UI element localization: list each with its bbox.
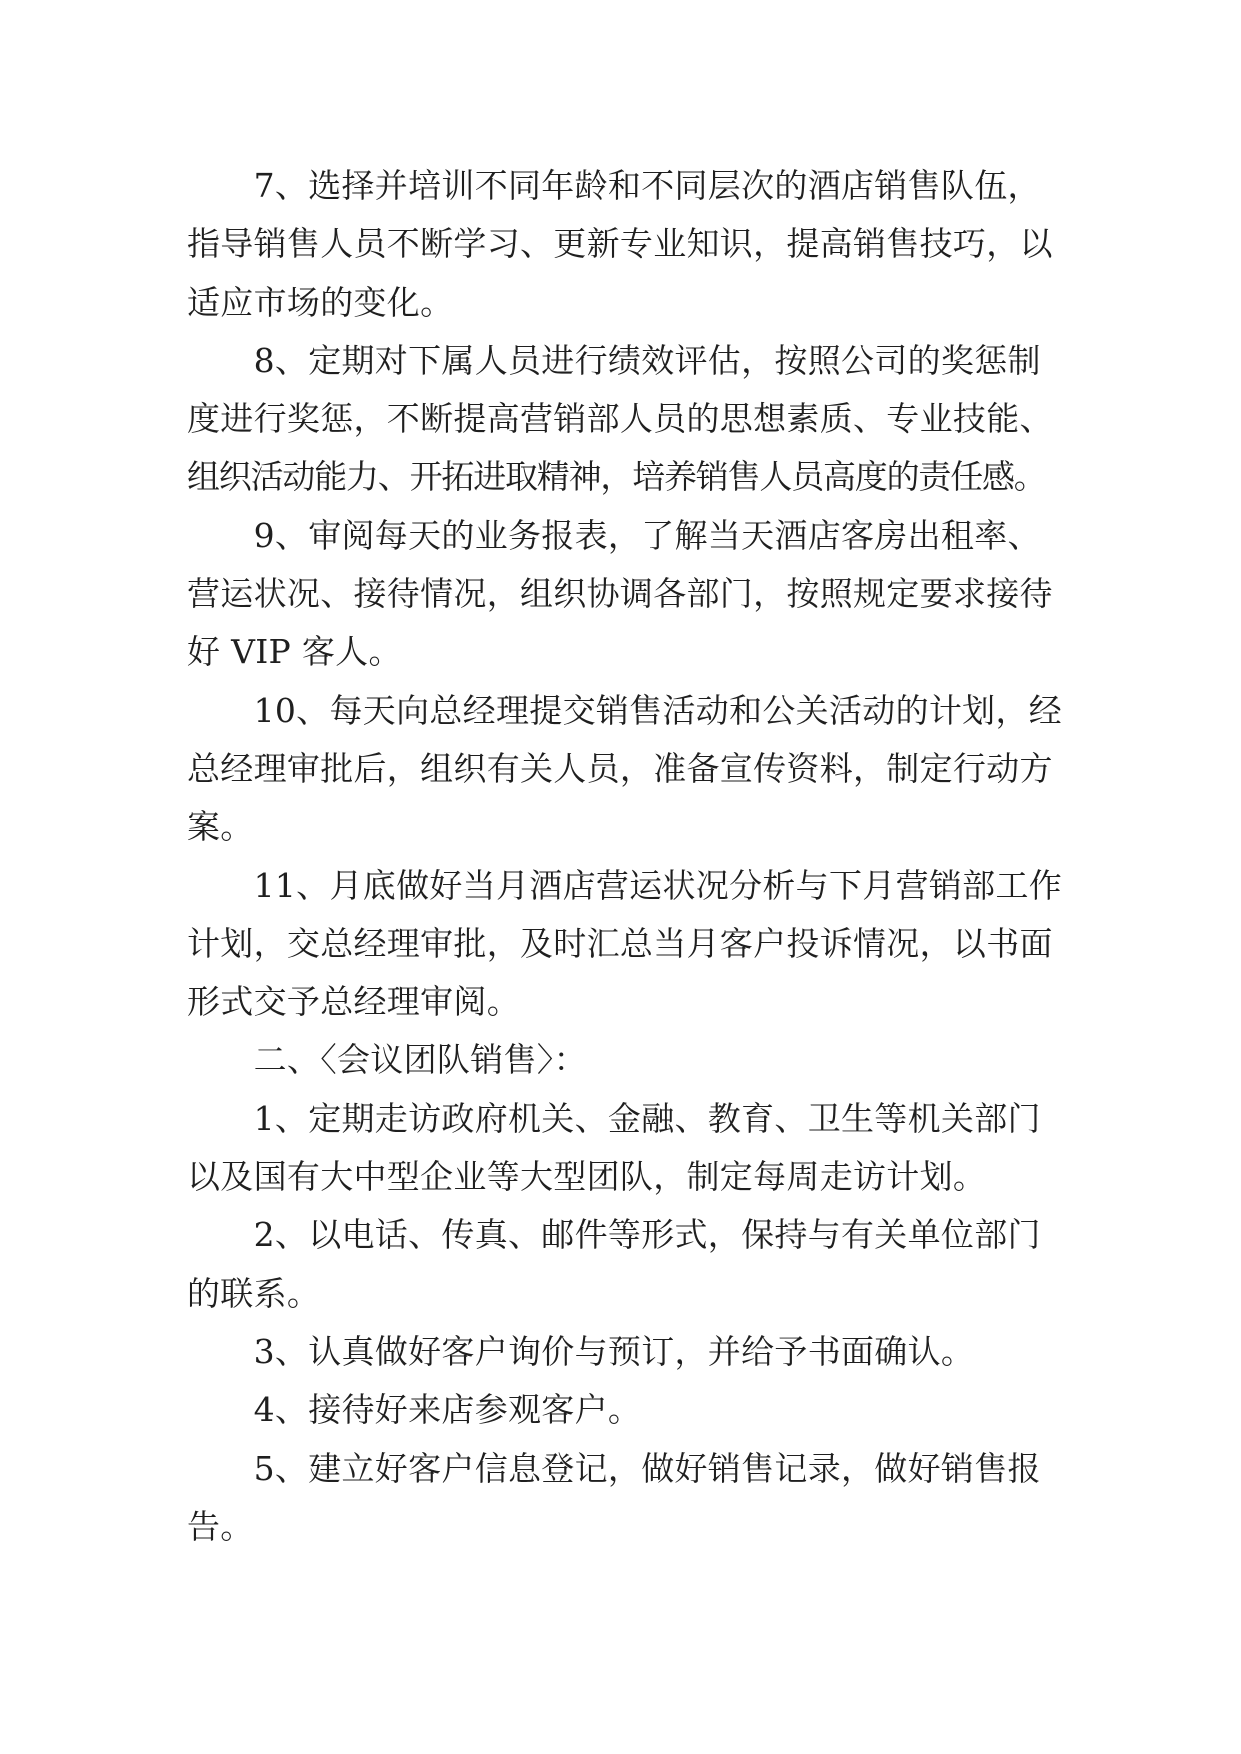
text-line: 形式交予总经理审阅。 xyxy=(187,982,520,1022)
text-line: 计划，交总经理审批，及时汇总当月客户投诉情况，以书面 xyxy=(187,923,1053,963)
paragraph-item-1 xyxy=(187,1090,1054,1207)
text-line: 4、接待好来店参观客户。 xyxy=(253,1390,642,1430)
text-line: 营运状况、接待情况，组织协调各部门，按照规定要求接待 xyxy=(187,574,1053,614)
paragraph-item-3 xyxy=(187,1323,1054,1381)
text-line: 9、审阅每天的业务报表，了解当天酒店客房出租率、 xyxy=(253,515,1041,555)
text-line: 2、以电话、传真、邮件等形式，保持与有关单位部门 xyxy=(253,1215,1041,1255)
text-line: 案。 xyxy=(187,807,254,847)
text-line: 10、每天向总经理提交销售活动和公关活动的计划，经 xyxy=(253,690,1063,730)
document-body xyxy=(187,157,1063,1556)
text-line: 总经理审批后，组织有关人员，准备宣传资料，制定行动方 xyxy=(187,748,1053,788)
text-line: 5、建立好客户信息登记，做好销售记录，做好销售报 xyxy=(253,1448,1041,1488)
text-line: 以及国有大中型企业等大型团队，制定每周走访计划。 xyxy=(187,1157,987,1197)
paragraph-item-7 xyxy=(187,157,1054,332)
section-heading-text: 二、〈会议团队销售〉： xyxy=(253,1040,587,1080)
paragraph-item-2 xyxy=(187,1206,1054,1323)
text-line: 指导销售人员不断学习、更新专业知识，提高销售技巧，以 xyxy=(187,224,1053,264)
text-line: 1、定期走访政府机关、金融、教育、卫生等机关部门 xyxy=(253,1098,1041,1138)
section-heading xyxy=(187,1031,1054,1089)
paragraph-item-11 xyxy=(187,857,1063,1032)
text-line: 度进行奖惩，不断提高营销部人员的思想素质、专业技能、 xyxy=(187,399,1053,439)
paragraph-item-9 xyxy=(187,507,1054,682)
text-line: 8、定期对下属人员进行绩效评估，按照公司的奖惩制 xyxy=(253,340,1041,380)
paragraph-item-4 xyxy=(187,1381,1054,1439)
paragraph-item-5 xyxy=(187,1440,1054,1557)
text-line: 好 VIP 客人。 xyxy=(187,632,402,672)
text-line: 11、月底做好当月酒店营运状况分析与下月营销部工作 xyxy=(253,865,1063,905)
text-line: 组织活动能力、开拓进取精神，培养销售人员高度的责任感。 xyxy=(187,457,1046,497)
text-line: 的联系。 xyxy=(187,1273,321,1313)
text-line: 3、认真做好客户询价与预订，并给予书面确认。 xyxy=(253,1331,975,1371)
paragraph-item-8 xyxy=(187,332,1054,507)
text-line: 告。 xyxy=(187,1506,254,1546)
text-line: 适应市场的变化。 xyxy=(187,282,454,322)
paragraph-item-10 xyxy=(187,682,1063,857)
text-line: 7、选择并培训不同年龄和不同层次的酒店销售队伍， xyxy=(253,166,1041,205)
